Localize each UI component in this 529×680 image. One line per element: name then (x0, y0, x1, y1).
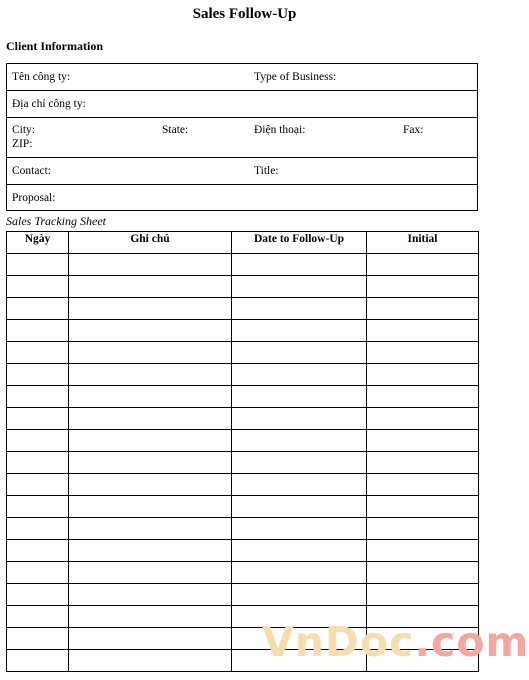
tracking-row (7, 298, 479, 320)
initial-cell[interactable] (367, 408, 479, 430)
follow-up-date-cell[interactable] (232, 518, 367, 540)
date-cell[interactable] (7, 518, 69, 540)
date-cell[interactable] (7, 342, 69, 364)
date-cell[interactable] (7, 628, 69, 650)
initial-cell[interactable] (367, 496, 479, 518)
tracking-row (7, 342, 479, 364)
initial-column-header: Initial (367, 232, 479, 254)
initial-cell[interactable] (367, 430, 479, 452)
tracking-row (7, 276, 479, 298)
notes-cell[interactable] (69, 650, 232, 672)
tracking-row (7, 562, 479, 584)
proposal-label: Proposal: (12, 192, 56, 204)
address-row (7, 91, 477, 118)
date-cell[interactable] (7, 562, 69, 584)
date-cell[interactable] (7, 540, 69, 562)
date-cell[interactable] (7, 364, 69, 386)
location-row (7, 118, 477, 158)
initial-cell[interactable] (367, 386, 479, 408)
notes-cell[interactable] (69, 606, 232, 628)
follow-up-date-cell[interactable] (232, 386, 367, 408)
notes-cell[interactable] (69, 320, 232, 342)
initial-cell[interactable] (367, 540, 479, 562)
follow-up-date-cell[interactable] (232, 474, 367, 496)
contact-row (7, 158, 477, 185)
contact-label: Contact: (12, 165, 51, 177)
date-cell[interactable] (7, 408, 69, 430)
phone-label: Điện thoại: (254, 124, 306, 136)
initial-cell[interactable] (367, 320, 479, 342)
date-cell[interactable] (7, 298, 69, 320)
date-cell[interactable] (7, 430, 69, 452)
notes-cell[interactable] (69, 276, 232, 298)
notes-cell[interactable] (69, 364, 232, 386)
notes-cell[interactable] (69, 562, 232, 584)
tracking-header-row (7, 232, 479, 254)
proposal-row (7, 185, 477, 212)
tracking-row (7, 320, 479, 342)
watermark-dot: . (414, 618, 432, 666)
follow-up-date-cell[interactable] (232, 540, 367, 562)
follow-up-date-column-header: Date to Follow-Up (232, 232, 367, 254)
vndoc-watermark-logo (262, 618, 529, 666)
client-information-heading: Client Information (6, 39, 103, 53)
initial-cell[interactable] (367, 276, 479, 298)
follow-up-date-cell[interactable] (232, 562, 367, 584)
date-cell[interactable] (7, 254, 69, 276)
follow-up-date-cell[interactable] (232, 430, 367, 452)
date-cell[interactable] (7, 452, 69, 474)
notes-cell[interactable] (69, 452, 232, 474)
initial-cell[interactable] (367, 452, 479, 474)
tracking-row (7, 452, 479, 474)
initial-cell[interactable] (367, 254, 479, 276)
notes-cell[interactable] (69, 518, 232, 540)
initial-cell[interactable] (367, 562, 479, 584)
notes-column-header: Ghi chú (69, 232, 232, 254)
follow-up-date-cell[interactable] (232, 298, 367, 320)
client-information-box (6, 63, 478, 211)
tracking-row (7, 474, 479, 496)
date-cell[interactable] (7, 276, 69, 298)
follow-up-date-cell[interactable] (232, 320, 367, 342)
company-row (7, 64, 477, 91)
notes-cell[interactable] (69, 298, 232, 320)
date-cell[interactable] (7, 386, 69, 408)
follow-up-date-cell[interactable] (232, 452, 367, 474)
date-cell[interactable] (7, 320, 69, 342)
tracking-row (7, 430, 479, 452)
follow-up-date-cell[interactable] (232, 276, 367, 298)
document-title: Sales Follow-Up (192, 6, 297, 22)
sales-tracking-heading: Sales Tracking Sheet (6, 214, 106, 228)
notes-cell[interactable] (69, 430, 232, 452)
follow-up-date-cell[interactable] (232, 584, 367, 606)
initial-cell[interactable] (367, 584, 479, 606)
notes-cell[interactable] (69, 584, 232, 606)
watermark-main-text: VnDoc (262, 618, 415, 666)
date-cell[interactable] (7, 650, 69, 672)
fax-label: Fax: (403, 124, 424, 136)
date-cell[interactable] (7, 606, 69, 628)
tracking-row (7, 518, 479, 540)
notes-cell[interactable] (69, 254, 232, 276)
address-label: Địa chỉ công ty: (12, 98, 86, 110)
tracking-row (7, 364, 479, 386)
follow-up-date-cell[interactable] (232, 496, 367, 518)
follow-up-date-cell[interactable] (232, 408, 367, 430)
initial-cell[interactable] (367, 298, 479, 320)
tracking-row (7, 408, 479, 430)
notes-cell[interactable] (69, 386, 232, 408)
notes-cell[interactable] (69, 474, 232, 496)
initial-cell[interactable] (367, 364, 479, 386)
sales-tracking-table (6, 231, 479, 672)
follow-up-date-cell[interactable] (232, 342, 367, 364)
initial-cell[interactable] (367, 474, 479, 496)
initial-cell[interactable] (367, 342, 479, 364)
notes-cell[interactable] (69, 540, 232, 562)
notes-cell[interactable] (69, 408, 232, 430)
date-cell[interactable] (7, 474, 69, 496)
notes-cell[interactable] (69, 496, 232, 518)
tracking-row (7, 496, 479, 518)
zip-label: ZIP: (12, 138, 33, 150)
date-cell[interactable] (7, 584, 69, 606)
company-name-label: Tên công ty: (12, 71, 71, 83)
follow-up-date-cell[interactable] (232, 254, 367, 276)
contact-title-label: Title: (254, 165, 279, 177)
business-type-label: Type of Business: (254, 71, 337, 83)
notes-cell[interactable] (69, 342, 232, 364)
watermark-suffix: com (431, 618, 529, 666)
tracking-row (7, 386, 479, 408)
tracking-row (7, 540, 479, 562)
city-label: City: (12, 124, 36, 136)
initial-cell[interactable] (367, 518, 479, 540)
follow-up-date-cell[interactable] (232, 364, 367, 386)
tracking-table-body (7, 254, 479, 672)
state-label: State: (162, 124, 189, 136)
date-cell[interactable] (7, 496, 69, 518)
notes-cell[interactable] (69, 628, 232, 650)
date-column-header: Ngày (7, 232, 69, 254)
tracking-row (7, 254, 479, 276)
tracking-row (7, 584, 479, 606)
